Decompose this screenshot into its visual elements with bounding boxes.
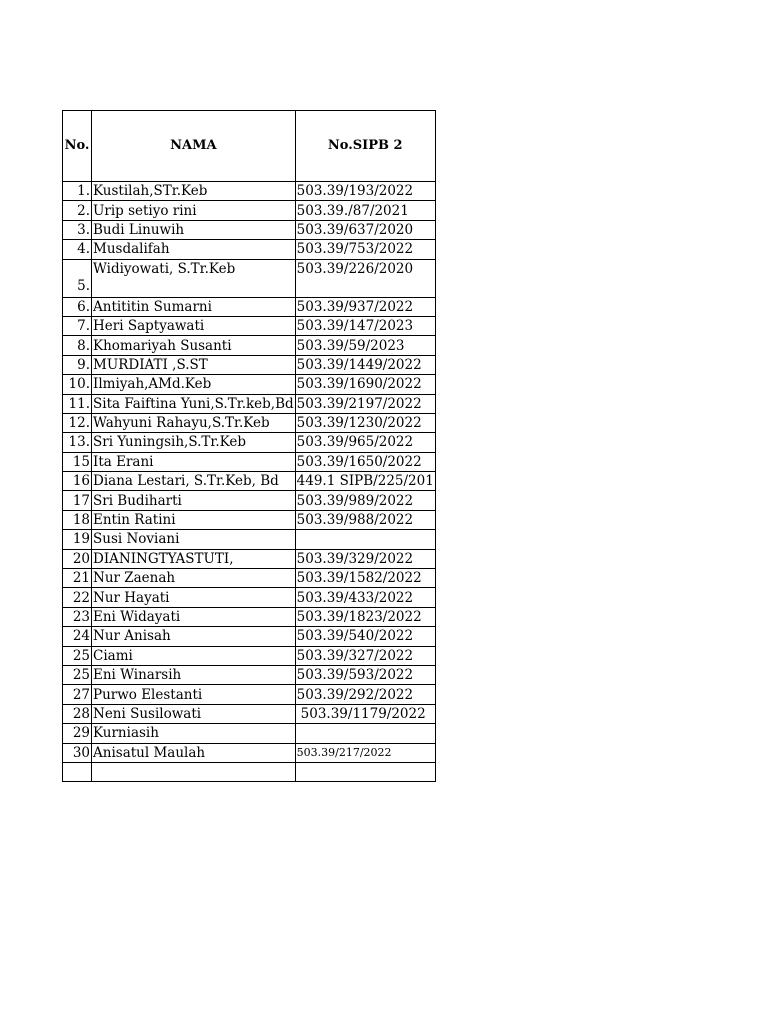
row-name: Urip setiyo rini — [92, 201, 296, 220]
row-name: Susi Noviani — [92, 530, 296, 549]
row-sipb-number — [295, 762, 435, 781]
table-row — [63, 336, 436, 355]
row-name: DIANINGTYASTUTI, — [92, 549, 296, 568]
row-sipb-number: 503.39/329/2022 — [295, 549, 435, 568]
table-row — [63, 201, 436, 220]
table-row — [63, 433, 436, 452]
row-name: Wahyuni Rahayu,S.Tr.Keb — [92, 413, 296, 432]
row-name: Nur Zaenah — [92, 569, 296, 588]
row-number: 4. — [63, 240, 92, 259]
table-row — [63, 472, 436, 491]
table-row — [63, 182, 436, 201]
row-sipb-number: 503.39/1179/2022 — [295, 704, 435, 723]
row-number: 25 — [63, 646, 92, 665]
header-nama: NAMA — [92, 111, 296, 182]
table-row — [63, 375, 436, 394]
row-sipb-number: 503.39/147/2023 — [295, 316, 435, 335]
row-sipb-number: 503.39/965/2022 — [295, 433, 435, 452]
row-sipb-number: 503.39./87/2021 — [295, 201, 435, 220]
row-sipb-number: 503.39/1230/2022 — [295, 413, 435, 432]
row-number — [63, 762, 92, 781]
row-name: Neni Susilowati — [92, 704, 296, 723]
row-sipb-number: 503.39/988/2022 — [295, 510, 435, 529]
row-sipb-number — [295, 724, 435, 743]
row-name: Kustilah,STr.Keb — [92, 182, 296, 201]
header-no: No. — [63, 111, 92, 182]
table-body — [63, 182, 436, 782]
row-number: 2. — [63, 201, 92, 220]
row-name: Anisatul Maulah — [92, 743, 296, 762]
row-sipb-number: 503.39/989/2022 — [295, 491, 435, 510]
row-name: Ilmiyah,AMd.Keb — [92, 375, 296, 394]
table-row — [63, 530, 436, 549]
row-number: 7. — [63, 316, 92, 335]
row-name: Eni Widayati — [92, 607, 296, 626]
header-sipb: No.SIPB 2 — [295, 111, 435, 182]
row-number: 13. — [63, 433, 92, 452]
row-number: 30 — [63, 743, 92, 762]
row-sipb-number: 503.39/217/2022 — [295, 743, 435, 762]
row-number: 9. — [63, 355, 92, 374]
row-number: 28 — [63, 704, 92, 723]
table-row — [63, 491, 436, 510]
row-sipb-number: 503.39/292/2022 — [295, 685, 435, 704]
row-sipb-number: 503.39/226/2020 — [295, 259, 435, 297]
row-name: Diana Lestari, S.Tr.Keb, Bd — [92, 472, 296, 491]
table-row — [63, 685, 436, 704]
table-row — [63, 413, 436, 432]
row-name: Sri Yuningsih,S.Tr.Keb — [92, 433, 296, 452]
row-sipb-number: 449.1 SIPB/225/201 — [296, 473, 434, 490]
row-sipb-number: 503.39/2197/2022 — [295, 394, 435, 413]
row-number: 25 — [63, 665, 92, 684]
sipb-table — [62, 110, 436, 782]
table-row — [63, 646, 436, 665]
row-sipb-number: 503.39/540/2022 — [295, 627, 435, 646]
table-row — [63, 549, 436, 568]
row-name: Nur Hayati — [92, 588, 296, 607]
row-sipb-number: 503.39/753/2022 — [295, 240, 435, 259]
row-sipb-number: 503.39/593/2022 — [295, 665, 435, 684]
row-name: Purwo Elestanti — [92, 685, 296, 704]
row-name: Sita Faiftina Yuni,S.Tr.keb,Bd — [93, 395, 294, 412]
row-number: 17 — [63, 491, 92, 510]
row-sipb-number: 503.39/327/2022 — [295, 646, 435, 665]
table-row — [63, 394, 436, 413]
row-sipb-number: 503.39/59/2023 — [295, 336, 435, 355]
table-row — [63, 743, 436, 762]
row-number: 3. — [63, 220, 92, 239]
row-sipb-number: 503.39/193/2022 — [295, 182, 435, 201]
row-sipb-number — [295, 530, 435, 549]
row-sipb-number: 503.39/1582/2022 — [295, 569, 435, 588]
row-sipb-number: 503.39/433/2022 — [295, 588, 435, 607]
table-row — [63, 355, 436, 374]
row-number: 15 — [63, 452, 92, 471]
row-number: 12. — [63, 413, 92, 432]
table-row — [63, 510, 436, 529]
table-row — [63, 259, 436, 297]
row-number: 27 — [63, 685, 92, 704]
row-sipb-number: 503.39/1650/2022 — [295, 452, 435, 471]
row-number: 23 — [63, 607, 92, 626]
row-number: 16 — [63, 472, 92, 491]
row-number: 29 — [63, 724, 92, 743]
row-name: Ita Erani — [92, 452, 296, 471]
table-row — [63, 607, 436, 626]
row-name: Widiyowati, S.Tr.Keb — [92, 259, 296, 297]
header-row — [63, 111, 436, 182]
row-number: 19 — [63, 530, 92, 549]
table-row — [63, 704, 436, 723]
table-row — [63, 240, 436, 259]
table-row — [63, 627, 436, 646]
table-row — [63, 316, 436, 335]
row-name: Musdalifah — [92, 240, 296, 259]
row-number: 10. — [63, 375, 92, 394]
row-sipb-number: 503.39/1823/2022 — [295, 607, 435, 626]
row-number: 20 — [63, 549, 92, 568]
row-number: 1. — [63, 182, 92, 201]
table-row — [63, 452, 436, 471]
row-name: Heri Saptyawati — [92, 316, 296, 335]
table-row — [63, 297, 436, 316]
row-name: Ciami — [92, 646, 296, 665]
row-sipb-number: 503.39/937/2022 — [295, 297, 435, 316]
row-number: 11. — [63, 394, 92, 413]
row-name: Antititin Sumarni — [92, 297, 296, 316]
row-sipb-number: 503.39/1690/2022 — [295, 375, 435, 394]
row-name: Entin Ratini — [92, 510, 296, 529]
row-name: Sri Budiharti — [92, 491, 296, 510]
row-name: Nur Anisah — [92, 627, 296, 646]
table-row — [63, 220, 436, 239]
row-number: 8. — [63, 336, 92, 355]
row-number: 6. — [63, 297, 92, 316]
row-number: 18 — [63, 510, 92, 529]
row-number: 5. — [63, 259, 92, 297]
table-row — [63, 588, 436, 607]
row-number: 22 — [63, 588, 92, 607]
row-sipb-number: 503.39/1449/2022 — [295, 355, 435, 374]
row-number: 21 — [63, 569, 92, 588]
row-number: 24 — [63, 627, 92, 646]
row-name: Kurniasih — [92, 724, 296, 743]
row-name: MURDIATI ,S.ST — [92, 355, 296, 374]
row-sipb-number: 503.39/637/2020 — [295, 220, 435, 239]
table-row — [63, 724, 436, 743]
table-row — [63, 569, 436, 588]
table-row — [63, 665, 436, 684]
table-row — [63, 762, 436, 781]
row-name: Budi Linuwih — [92, 220, 296, 239]
row-name — [92, 762, 296, 781]
row-name: Khomariyah Susanti — [92, 336, 296, 355]
row-name: Eni Winarsih — [92, 665, 296, 684]
